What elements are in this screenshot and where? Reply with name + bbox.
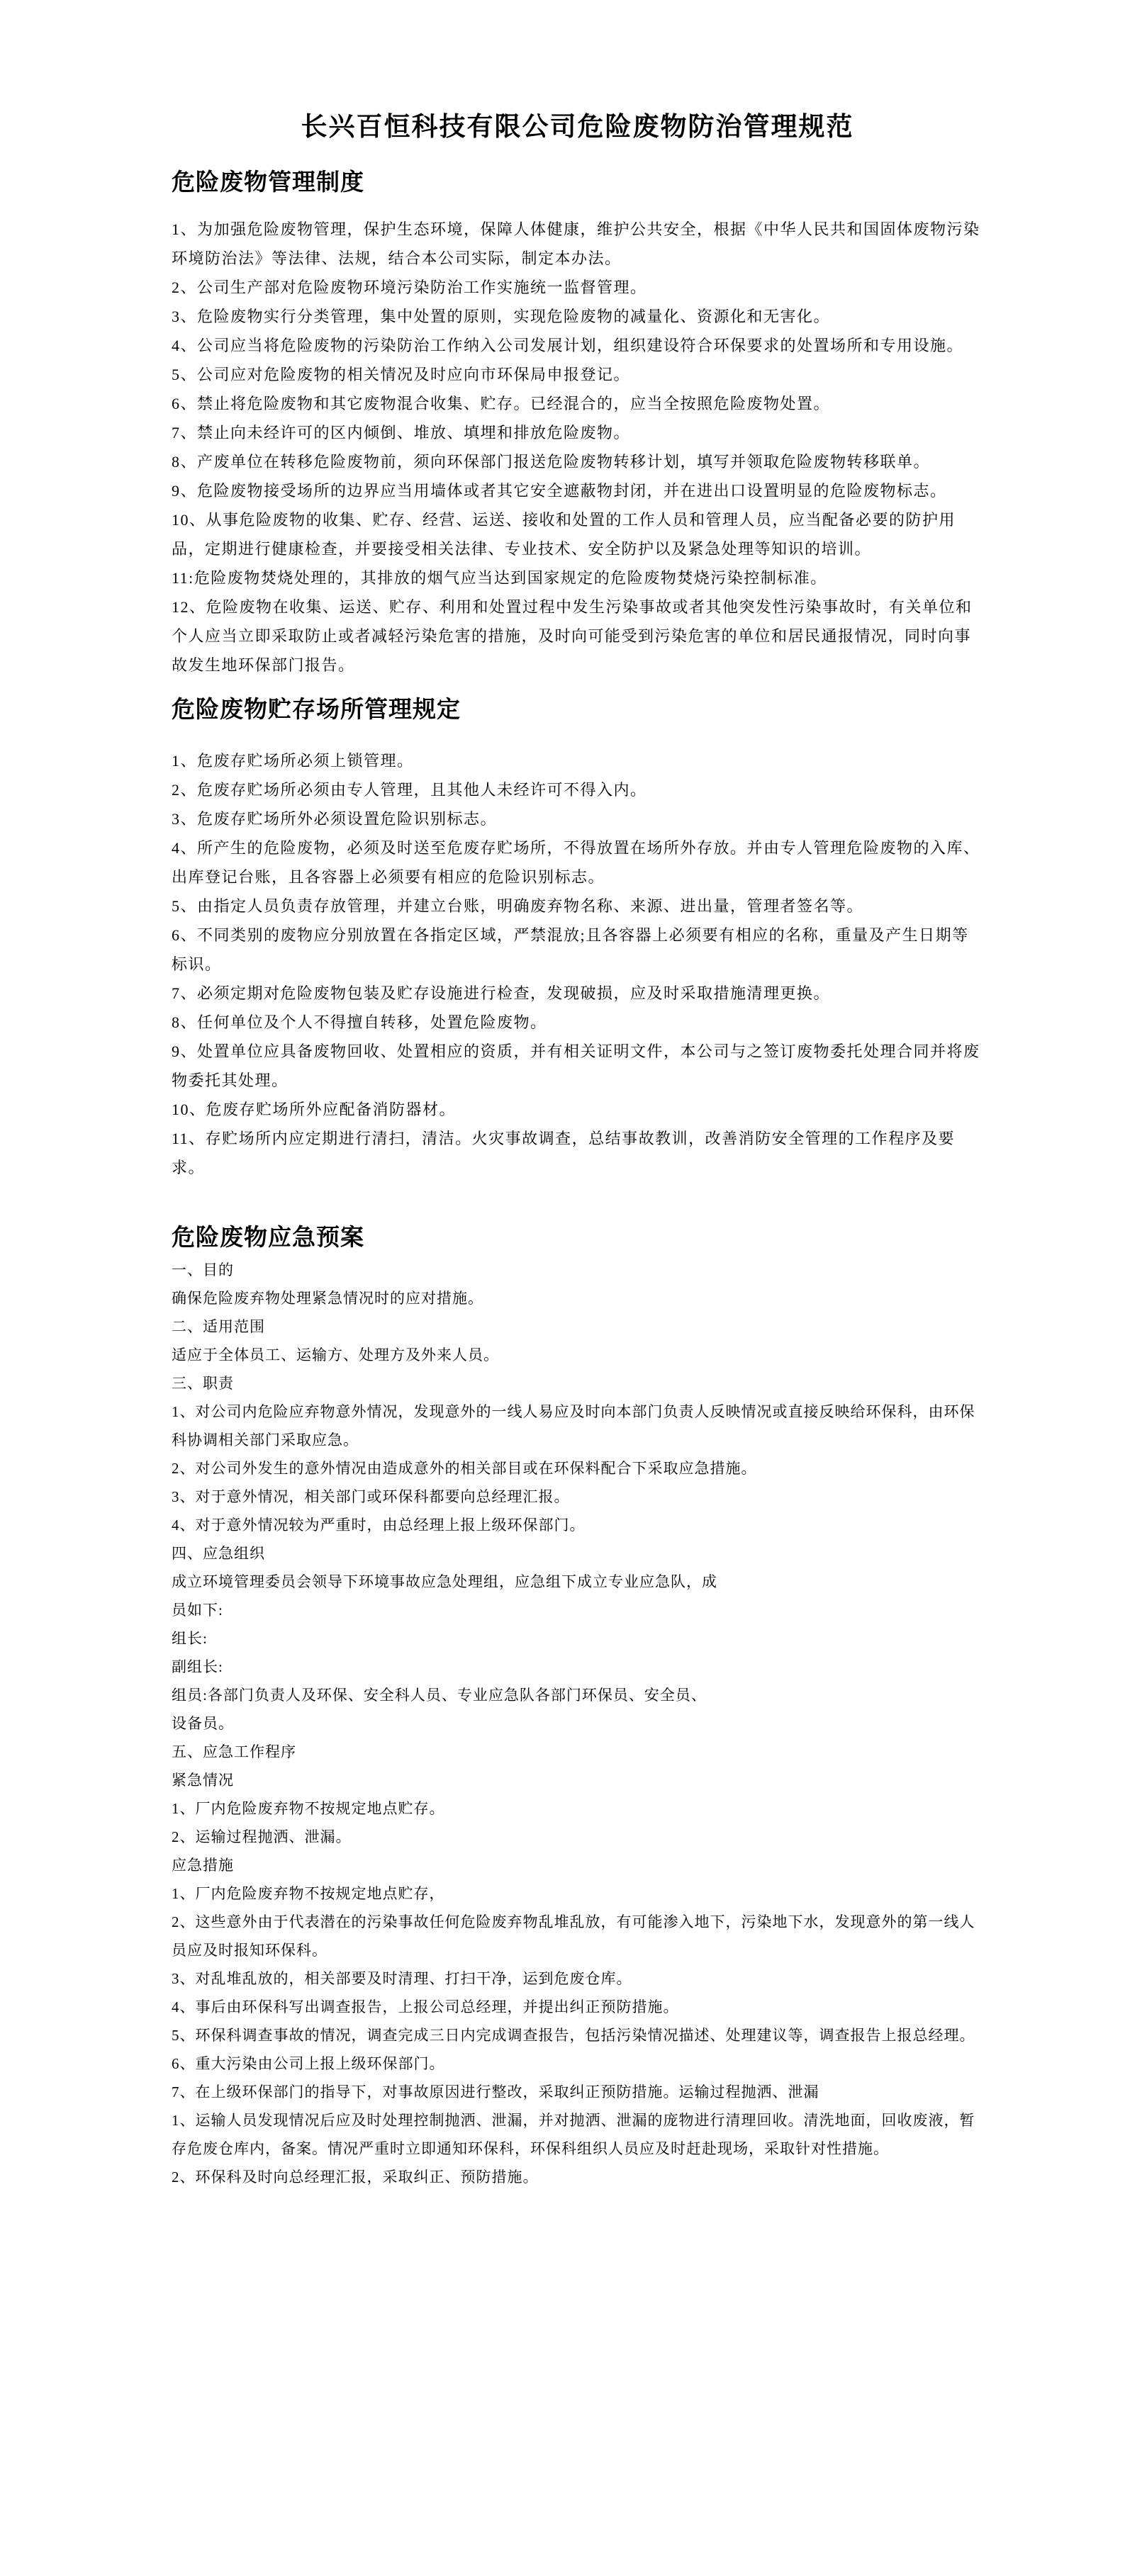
paragraph-line: 1、厂内危险废弃物不按规定地点贮存。: [172, 1800, 445, 1817]
paragraph-line: 三、职责: [172, 1375, 234, 1392]
paragraph-line: 7、在上级环保部门的指导下，对事故原因进行整改，采取纠正预防措施。运输过程抛洒、泄漏: [172, 2083, 819, 2100]
paragraph-line: 7、禁止向未经许可的区内倾倒、堆放、填埋和排放危险废物。: [172, 424, 631, 441]
paragraph-line: 5、环保科调查事故的情况，调查完成三日内完成调查报告，包括污染情况描述、处理建议等，调查报告上报总经理。: [172, 2027, 975, 2044]
paragraph-line: 组员:各部门负责人及环保、安全科人员、专业应急队各部门环保员、安全员、: [172, 1687, 707, 1704]
section-heading: 危险废物应急预案: [172, 1225, 364, 1251]
paragraph-line: 1、厂内危险废弃物不按规定地点贮存，: [172, 1885, 445, 1902]
section-paragraphs: [172, 1256, 983, 2191]
paragraph-line: 成立环境管理委员会领导下环境事故应急处理组，应急组下成立专业应急队，成: [172, 1573, 717, 1590]
paragraph-line: 6、禁止将危险废物和其它废物混合收集、贮存。已经混合的，应当全按照危险废物处置。: [172, 395, 831, 412]
paragraph-line: 2、危废存贮场所必须由专人管理，且其他人未经许可不得入内。: [172, 781, 647, 799]
paragraph-line: 四、应急组织: [172, 1545, 265, 1562]
paragraph-line: 2、公司生产部对危险废物环境污染防治工作实施统一监督管理。: [172, 279, 647, 296]
paragraph-line: 3、危废存贮场所外必须设置危险识别标志。: [172, 810, 498, 828]
paragraph-line: 6、不同类别的废物应分别放置在各指定区域，严禁混放;且各容器上必须要有相应的名称，重量及产生日期等标识。: [172, 926, 969, 973]
paragraph-line: 五、应急工作程序: [172, 1743, 296, 1760]
paragraph-line: 4、公司应当将危险废物的污染防治工作纳入公司发展计划，组织建设符合环保要求的处置场所和专用设施。: [172, 337, 964, 354]
paragraph-line: 11:危险废物焚烧处理的，其排放的烟气应当达到国家规定的危险废物焚烧污染控制标准。: [172, 569, 827, 587]
paragraph-line: 5、公司应对危险废物的相关情况及时应向市环保局申报登记。: [172, 366, 631, 383]
paragraph-line: 3、危险废物实行分类管理，集中处置的原则，实现危险废物的减量化、资源化和无害化。: [172, 308, 831, 325]
paragraph-line: 1、运输人员发现情况后应及时处理控制抛洒、泄漏，并对抛洒、泄漏的庞物进行清理回收。清洗地面，回收废液，暂存危废仓库内，备案。情况严重时立即通知环保科，环保科组织人员应及时赶赴现场，采取针对性措施。: [172, 2112, 975, 2157]
paragraph-line: 4、所产生的危险废物，必须及时送至危废存贮场所，不得放置在场所外存放。并由专人管理危险废物的入库、出库登记台账，且各容器上必须要有相应的危险识别标志。: [172, 839, 980, 886]
paragraph-line: 5、由指定人员负责存放管理，并建立台账，明确废弃物名称、来源、进出量，管理者签名等。: [172, 897, 864, 915]
paragraph-line: 11、存贮场所内应定期进行清扫，清洁。火灾事故调查，总结事故教训，改善消防安全管理的工作程序及要求。: [172, 1130, 956, 1176]
paragraph-line: 12、危险废物在收集、运送、贮存、利用和处置过程中发生污染事故或者其他突发性污染事故时，有关单位和个人应当立即采取防止或者减轻污染危害的措施，及时向可能受到污染危害的单位和居民通报情况，同时向事故发生地环保部门报告。: [172, 598, 973, 674]
section-heading: 危险废物管理制度: [172, 170, 364, 196]
paragraph-line: 7、必须定期对危险废物包装及贮存设施进行检查，发现破损，应及时采取措施清理更换。: [172, 984, 831, 1002]
paragraph-line: 二、适用范围: [172, 1318, 265, 1335]
paragraph-line: 3、对乱堆乱放的，相关部要及时清理、打扫干净，运到危废仓库。: [172, 1970, 632, 1987]
paragraph-line: 9、危险废物接受场所的边界应当用墙体或者其它安全遮蔽物封闭，并在进出口设置明显的危险废物标志。: [172, 482, 947, 500]
paragraph-line: 确保危险废弃物处理紧急情况时的应对措施。: [172, 1290, 483, 1307]
paragraph-line: 1、对公司内危险应弃物意外情况，发现意外的一线人易应及时向本部门负责人反映情况或直接反映给环保科，由环保科协调相关部门采取应急。: [172, 1403, 975, 1449]
paragraph-line: 设备员。: [172, 1715, 234, 1732]
document-title: 长兴百恒科技有限公司危险废物防治管理规范: [301, 113, 854, 142]
paragraph-line: 8、产废单位在转移危险废物前，须向环保部门报送危险废物转移计划，填写并领取危险废物转移联单。: [172, 453, 931, 471]
paragraph-line: 4、对于意外情况较为严重时，由总经理上报上级环保部门。: [172, 1517, 586, 1534]
paragraph-line: 2、对公司外发生的意外情况由造成意外的相关部目或在环保料配合下采取应急措施。: [172, 1460, 757, 1477]
paragraph-line: 紧急情况: [172, 1772, 234, 1789]
paragraph-line: 组长:: [172, 1630, 208, 1647]
paragraph-line: 10、从事危险废物的收集、贮存、经营、运送、接收和处置的工作人员和管理人员，应当配备必要的防护用品，定期进行健康检查，并要接受相关法律、专业技术、安全防护以及紧急处理等知识的培训。: [172, 511, 956, 558]
paragraph-line: 一、目的: [172, 1261, 234, 1278]
paragraph-line: 9、处置单位应具备废物回收、处置相应的资质，并有相关证明文件，本公司与之签订废物委托处理合同并将废物委托其处理。: [172, 1042, 980, 1089]
paragraph-line: 应急措施: [172, 1857, 234, 1874]
section-emergency-plan: [172, 1222, 983, 2191]
paragraph-line: 8、任何单位及个人不得擅自转移，处置危险废物。: [172, 1013, 547, 1031]
paragraph-line: 2、这些意外由于代表潜在的污染事故任何危险废弃物乱堆乱放，有可能渗入地下，污染地下水，发现意外的第一线人员应及时报知环保科。: [172, 1913, 975, 1959]
section-paragraphs: [172, 746, 983, 1182]
paragraph-line: 2、运输过程抛洒、泄漏。: [172, 1828, 352, 1845]
paragraph-line: 适应于全体员工、运输方、处理方及外来人员。: [172, 1346, 499, 1363]
paragraph-line: 2、环保科及时向总经理汇报，采取纠正、预防措施。: [172, 2169, 539, 2186]
paragraph-line: 副组长:: [172, 1658, 223, 1675]
paragraph-line: 10、危废存贮场所外应配备消防器材。: [172, 1101, 457, 1118]
section-heading: 危险废物贮存场所管理规定: [172, 697, 461, 723]
paragraph-line: 1、危废存贮场所必须上锁管理。: [172, 752, 414, 770]
paragraph-line: 1、为加强危险废物管理，保护生态环境，保障人体健康，维护公共安全，根据《中华人民共和国固体废物污染环境防治法》等法律、法规，结合本公司实际，制定本办法。: [172, 220, 980, 267]
paragraph-line: 3、对于意外情况，相关部门或环保科都要向总经理汇报。: [172, 1488, 570, 1505]
section-paragraphs: [172, 215, 983, 680]
paragraph-line: 6、重大污染由公司上报上级环保部门。: [172, 2055, 445, 2072]
paragraph-line: 4、事后由环保科写出调查报告，上报公司总经理，并提出纠正预防措施。: [172, 1998, 679, 2015]
section-waste-management-rules: [172, 167, 983, 680]
paragraph-line: 员如下:: [172, 1602, 223, 1619]
section-storage-site-rules: [172, 694, 983, 1182]
